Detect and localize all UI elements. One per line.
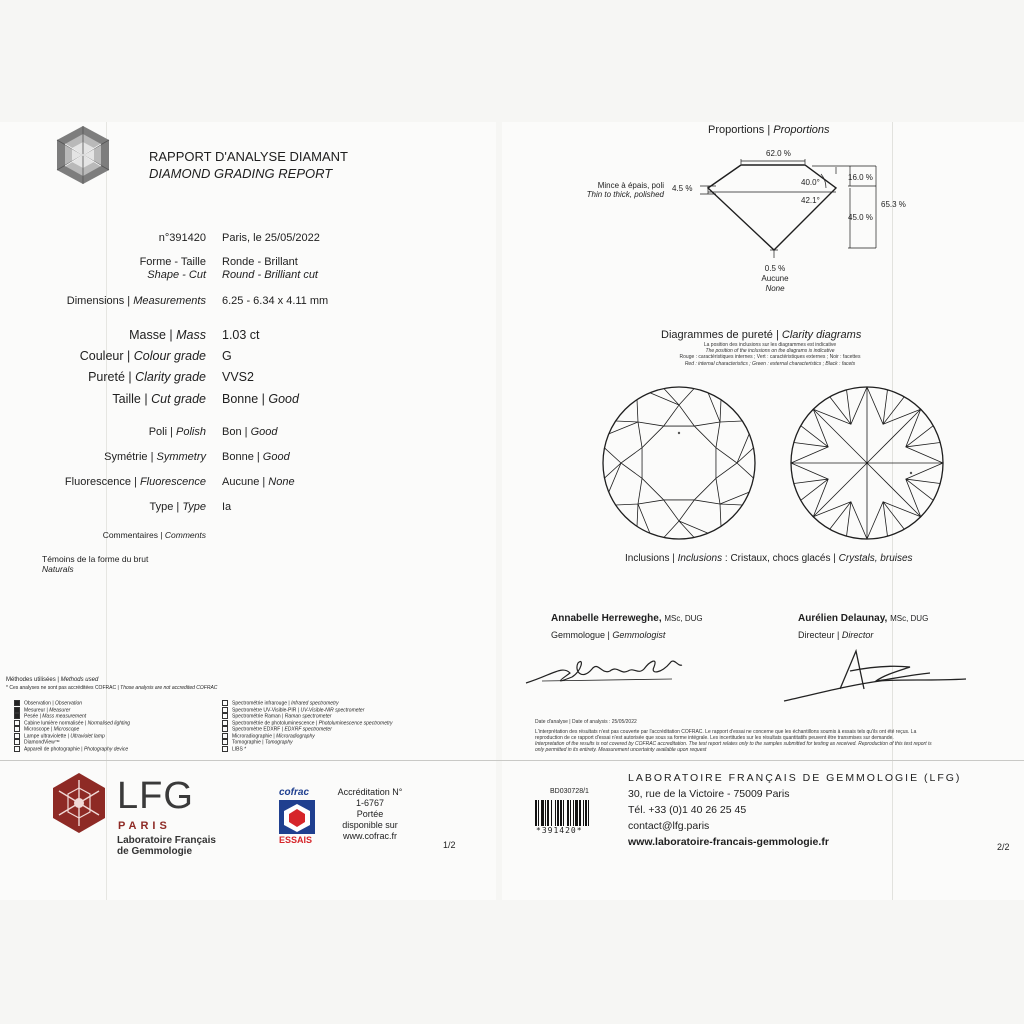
lab-email: contact@lfg.paris: [628, 820, 710, 832]
method-item: Mesureur | Measurer: [14, 707, 130, 714]
method-item: Spectrométrie de photoluminescence | Photoluminescence spectrometry: [222, 720, 393, 727]
report-title-fr: RAPPORT D'ANALYSE DIAMANT: [149, 149, 348, 164]
label-fluorescence: Fluorescence | Fluorescence: [64, 476, 206, 488]
label-type: Type | Type: [149, 501, 206, 513]
label-comments: Commentaires | Comments: [102, 530, 206, 540]
crown-clarity-diagram: [599, 383, 759, 543]
label-shape: Forme - Taille Shape - Cut: [139, 256, 206, 281]
method-checkbox-icon: [222, 746, 228, 752]
method-checkbox-icon: [14, 713, 20, 719]
method-checkbox-icon: [222, 720, 228, 726]
cofrac-word: cofrac: [279, 787, 310, 798]
lfg-logo-icon: [51, 772, 107, 834]
method-checkbox-icon: [14, 746, 20, 752]
method-item: Microscope | Microscope: [14, 726, 130, 733]
lab-website: www.laboratoire-francais-gemmologie.fr: [628, 836, 829, 848]
value-colour: G: [222, 349, 232, 363]
method-item: Appareil de photographie | Photography device: [14, 746, 130, 753]
method-checkbox-icon: [14, 707, 20, 713]
value-cut-grade: Bonne | Good: [222, 392, 299, 406]
lab-name: LABORATOIRE FRANÇAIS DE GEMMOLOGIE (LFG): [628, 772, 962, 784]
value-polish: Bon | Good: [222, 426, 278, 438]
cofrac-logo-icon: [279, 800, 315, 834]
barcode-icon: [535, 800, 607, 826]
method-item: Microradiographie | Microradiography: [222, 733, 393, 740]
cofrac-essais: ESSAIS: [279, 835, 313, 845]
inclusion-mark: [910, 472, 912, 474]
analysis-date: Date d'analyse | Date of analysis : 25/05/2022: [535, 719, 637, 725]
pavilion-angle: 42.1°: [801, 196, 820, 205]
inclusions-line: Inclusions | Inclusions : Cristaux, chocs glacés | Crystals, bruises: [625, 553, 913, 564]
label-polish: Poli | Polish: [148, 426, 206, 438]
method-checkbox-icon: [14, 733, 20, 739]
method-item: Pesée | Mass measurement: [14, 713, 130, 720]
barcode-text: *391420*: [536, 826, 583, 835]
method-item: Spectrométrie infrarouge | Infrared spectrometry: [222, 700, 393, 707]
crown-height: 16.0 %: [848, 173, 873, 182]
page-number-right: 2/2: [997, 842, 1010, 852]
method-checkbox-icon: [222, 713, 228, 719]
label-clarity: Pureté | Clarity grade: [88, 370, 206, 384]
method-checkbox-icon: [222, 707, 228, 713]
methods-note: * Ces analyses ne sont pas accréditées COFRAC | Those analysis are not accredited COFRAC: [6, 685, 218, 691]
method-checkbox-icon: [222, 733, 228, 739]
proportions-title: Proportions | Proportions: [708, 124, 830, 136]
value-shape: Ronde - Brillant Round - Brilliant cut: [222, 256, 318, 281]
label-mass: Masse | Mass: [129, 328, 206, 342]
method-item: Spectromètre UV-Visible-PIR | UV-Visible-NIR spectrometer: [222, 707, 393, 714]
report-number: n°391420: [158, 232, 206, 244]
value-type: Ia: [222, 501, 232, 513]
naturals-comment: Témoins de la forme du brut Naturals: [42, 554, 149, 574]
table-percent: 62.0 %: [766, 149, 791, 158]
label-symmetry: Symétrie | Symmetry: [104, 451, 206, 463]
clarity-notes: La position des inclusions sur les diagrammes est indicative The position of the inclusions on the diagrams is indicative Rouge : caractéristiques internes ; Vert : caractéristiques externes ; Noir : facettes Red : internal characteristics ; Green : external characteristics ; Black : facets: [679, 342, 861, 367]
signatory-gemmologist: Annabelle Herreweghe, MSc, DUG Gemmologue | Gemmologist: [551, 613, 703, 640]
label-cut-grade: Taille | Cut grade: [112, 392, 206, 406]
method-checkbox-icon: [14, 720, 20, 726]
disclaimer: L'interprétation des résultats n'est pas couverte par l'accréditation COFRAC. Le rapport d'essai ne concerne que les échantillons soumis à essais tels qu'ils ont été reçus. La reproduction de ce rapport d'essai n'est autorisée que sous sa forme intégrale. Les incertitudes sur les résultats quantitatifs peuvent être transmises sur demande. Interpretation of the results is not covered by COFRAC accreditation. The test report relates only to the samples submitted for testing as received. Reproduction of this test report is only permitted in its entirety. Measurement uncertainty available upon request: [535, 729, 932, 753]
director-signature-icon: [780, 645, 970, 705]
method-item: Spectrométrie Raman | Raman spectrometer: [222, 713, 393, 720]
method-item: Observation | Observation: [14, 700, 130, 707]
methods-title: Méthodes utilisées | Methods used: [6, 677, 99, 683]
lfg-name: Laboratoire Français de Gemmologie: [117, 835, 216, 857]
clarity-title: Diagrammes de pureté | Clarity diagrams: [661, 329, 862, 341]
method-item: Spectromètre EDXRF | EDXRF spectrometer: [222, 726, 393, 733]
gemmologist-signature-icon: [522, 645, 692, 695]
label-colour: Couleur | Colour grade: [79, 349, 206, 363]
girdle-description: Mince à épais, poli Thin to thick, polished: [586, 181, 664, 199]
report-title-en: DIAMOND GRADING REPORT: [149, 166, 333, 181]
method-checkbox-icon: [14, 700, 20, 706]
lfg-brand: LFG: [117, 775, 194, 817]
method-checkbox-icon: [222, 739, 228, 745]
method-item: Lampe ultraviolette | Ultraviolet lamp: [14, 733, 130, 740]
signatory-director: Aurélien Delaunay, MSc, DUG Directeur | Director: [798, 613, 929, 640]
label-dimensions: Dimensions | Measurements: [66, 295, 206, 307]
page-number-left: 1/2: [443, 840, 456, 850]
method-checkbox-icon: [222, 700, 228, 706]
method-checkbox-icon: [14, 726, 20, 732]
report-place-date: Paris, le 25/05/2022: [222, 232, 320, 244]
method-item: Cabine lumière normalisée | Normalised lighting: [14, 720, 130, 727]
inclusion-mark: [678, 432, 680, 434]
diamond-photo-icon: [54, 124, 112, 186]
method-item: LIBS *: [222, 746, 393, 753]
method-checkbox-icon: [14, 739, 20, 745]
pavilion-clarity-diagram: [787, 383, 947, 543]
pavilion-depth: 45.0 %: [848, 213, 873, 222]
value-clarity: VVS2: [222, 370, 254, 384]
barcode-reference: BD030728/1: [550, 788, 589, 795]
girdle-percent: 4.5 %: [672, 184, 693, 193]
crown-angle: 40.0°: [801, 178, 820, 187]
method-item: DiamondView™: [14, 739, 130, 746]
value-symmetry: Bonne | Good: [222, 451, 290, 463]
value-mass: 1.03 ct: [222, 328, 260, 342]
value-dimensions: 6.25 - 6.34 x 4.11 mm: [222, 295, 329, 307]
footer-separator: [0, 760, 1024, 761]
lfg-city: PARIS: [118, 820, 171, 832]
total-depth: 65.3 %: [881, 200, 906, 209]
method-item: Tomographie | Tomography: [222, 739, 393, 746]
value-fluorescence: Aucune | None: [222, 476, 295, 488]
lab-phone: Tél. +33 (0)1 40 26 25 45: [628, 804, 747, 816]
methods-list-2: [222, 700, 393, 752]
cofrac-accreditation: Accréditation N° 1-6767 Portée disponible sur www.cofrac.fr: [337, 787, 403, 841]
method-checkbox-icon: [222, 726, 228, 732]
lab-address: 30, rue de la Victoire - 75009 Paris: [628, 788, 790, 800]
methods-list-1: [14, 700, 130, 752]
culet-description: 0.5 % Aucune None: [761, 264, 789, 293]
